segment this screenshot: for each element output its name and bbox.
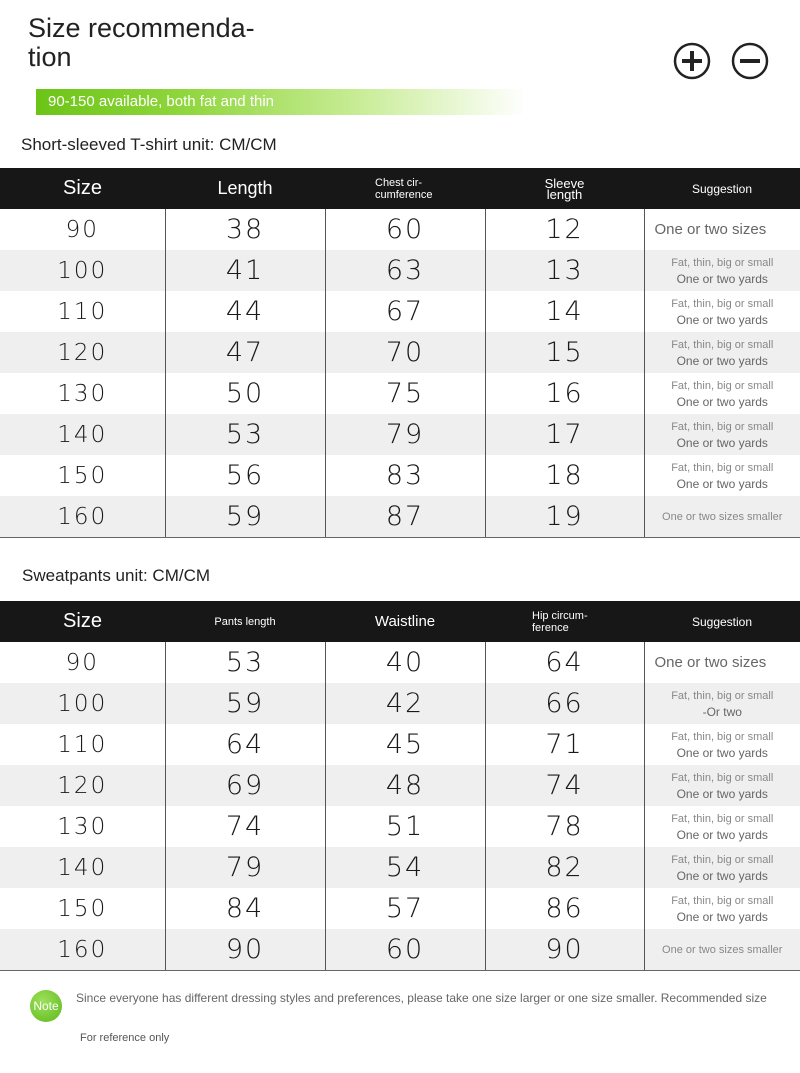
table-header-row [0, 601, 800, 642]
value-cell: 64 [165, 724, 325, 765]
suggestion-line-1: Fat, thin, big or small [671, 689, 774, 702]
page-title [28, 14, 278, 72]
suggestion-cell [644, 373, 800, 414]
value-cell: 56 [165, 455, 325, 496]
value-cell: 44 [165, 291, 325, 332]
value-cell: 82 [485, 847, 644, 888]
suggestion-cell [644, 642, 800, 683]
value-cell: 60 [325, 209, 485, 250]
suggestion-line-1: Fat, thin, big or small [671, 812, 774, 825]
suggestion-line-1: Fat, thin, big or small [671, 338, 774, 351]
value-cell: 17 [485, 414, 644, 455]
value-cell: 74 [485, 765, 644, 806]
suggestion-line-2: One or two yards [676, 868, 768, 883]
note-icon: Note [30, 990, 62, 1022]
column-header-hip-line-2: ference [532, 621, 569, 634]
value-cell: 86 [485, 888, 644, 929]
value-cell: 53 [165, 414, 325, 455]
suggestion-cell [644, 806, 800, 847]
value-cell: 38 [165, 209, 325, 250]
plus-circle-icon [673, 42, 711, 80]
size-cell: 140 [0, 414, 165, 455]
value-cell: 79 [325, 414, 485, 455]
zoom-out-button[interactable] [731, 42, 769, 80]
table-row [0, 414, 800, 455]
suggestion-line-1: Fat, thin, big or small [671, 297, 774, 310]
value-cell: 16 [485, 373, 644, 414]
pants-size-table [0, 601, 800, 971]
value-cell: 79 [165, 847, 325, 888]
suggestion-line-1: Fat, thin, big or small [671, 894, 774, 907]
value-cell: 18 [485, 455, 644, 496]
value-cell: 66 [485, 683, 644, 724]
suggestion-line-1: One or two sizes [654, 654, 767, 671]
suggestion-line-2: -Or two [702, 704, 742, 719]
pants-section-title: Sweatpants unit: CM/CM [22, 566, 211, 585]
column-header-sleeve [485, 168, 644, 209]
suggestion-line-1: One or two sizes smaller [662, 510, 783, 523]
column-header-suggestion: Suggestion [644, 601, 800, 642]
suggestion-line-1: Fat, thin, big or small [671, 730, 774, 743]
suggestion-line-1: One or two sizes [654, 221, 767, 238]
size-cell: 150 [0, 455, 165, 496]
suggestion-line-2: One or two yards [676, 271, 768, 286]
table-row [0, 847, 800, 888]
value-cell: 83 [325, 455, 485, 496]
suggestion-cell [644, 209, 800, 250]
column-header-sleeve-line-1: Sleeve [544, 175, 585, 191]
value-cell: 41 [165, 250, 325, 291]
suggestion-line-2: One or two yards [676, 476, 768, 491]
table-row [0, 455, 800, 496]
column-header-size: Size [0, 168, 165, 209]
column-header-hip-line-1: Hip circum- [532, 609, 588, 622]
range-badge [36, 89, 526, 115]
value-cell: 59 [165, 683, 325, 724]
value-cell: 70 [325, 332, 485, 373]
column-header-sleeve-line-2: length [546, 186, 583, 202]
suggestion-line-1: Fat, thin, big or small [671, 420, 774, 433]
value-cell: 50 [165, 373, 325, 414]
value-cell: 84 [165, 888, 325, 929]
table-row [0, 724, 800, 765]
value-cell: 48 [325, 765, 485, 806]
value-cell: 63 [325, 250, 485, 291]
range-badge-text: 90-150 available, both fat and thin [48, 93, 275, 110]
suggestion-line-1: One or two sizes smaller [662, 943, 783, 956]
value-cell: 47 [165, 332, 325, 373]
column-header-chest-line-1: Chest cir- [375, 176, 423, 189]
suggestion-cell [644, 724, 800, 765]
value-cell: 71 [485, 724, 644, 765]
suggestion-cell [644, 291, 800, 332]
table-row [0, 291, 800, 332]
size-cell: 100 [0, 250, 165, 291]
suggestion-line-2: One or two yards [676, 827, 768, 842]
value-cell: 59 [165, 496, 325, 538]
value-cell: 87 [325, 496, 485, 538]
tshirt-section-title: Short-sleeved T-shirt unit: CM/CM [21, 135, 277, 154]
column-header-waistline: Waistline [325, 601, 485, 642]
table-row [0, 332, 800, 373]
value-cell: 40 [325, 642, 485, 683]
suggestion-cell [644, 496, 800, 538]
column-header-chest [325, 168, 485, 209]
value-cell: 12 [485, 209, 644, 250]
minus-circle-icon [731, 42, 769, 80]
suggestion-line-2: One or two yards [676, 745, 768, 760]
note-text: Since everyone has different dressing styles and preferences, please take one size larger or one size smaller. Recommended size [76, 991, 767, 1005]
suggestion-line-2: One or two yards [676, 909, 768, 924]
page-title-line-1: Size recommenda- [28, 13, 255, 43]
column-header-length: Length [165, 168, 325, 209]
value-cell: 67 [325, 291, 485, 332]
size-cell: 110 [0, 724, 165, 765]
size-cell: 120 [0, 765, 165, 806]
value-cell: 57 [325, 888, 485, 929]
column-header-chest-line-2: cumference [375, 188, 433, 201]
value-cell: 45 [325, 724, 485, 765]
size-cell: 90 [0, 209, 165, 250]
value-cell: 75 [325, 373, 485, 414]
table-row [0, 496, 800, 538]
page-title-line-2: tion [28, 42, 72, 72]
size-cell: 130 [0, 806, 165, 847]
value-cell: 90 [165, 929, 325, 971]
suggestion-line-2: One or two yards [676, 312, 768, 327]
column-header-hip [485, 601, 644, 642]
suggestion-line-2: One or two yards [676, 786, 768, 801]
value-cell: 60 [325, 929, 485, 971]
size-cell: 110 [0, 291, 165, 332]
suggestion-line-1: Fat, thin, big or small [671, 771, 774, 784]
value-cell: 42 [325, 683, 485, 724]
table-row [0, 683, 800, 724]
value-cell: 64 [485, 642, 644, 683]
column-header-suggestion: Suggestion [644, 168, 800, 209]
value-cell: 14 [485, 291, 644, 332]
suggestion-cell [644, 250, 800, 291]
column-header-size: Size [0, 601, 165, 642]
suggestion-line-1: Fat, thin, big or small [671, 461, 774, 474]
suggestion-line-2: One or two yards [676, 394, 768, 409]
tshirt-size-table [0, 168, 800, 538]
table-row [0, 642, 800, 683]
suggestion-line-2: One or two yards [676, 435, 768, 450]
table-row [0, 888, 800, 929]
size-cell: 100 [0, 683, 165, 724]
suggestion-cell [644, 455, 800, 496]
value-cell: 15 [485, 332, 644, 373]
table-row [0, 373, 800, 414]
size-cell: 130 [0, 373, 165, 414]
table-header-row [0, 168, 800, 209]
table-row [0, 806, 800, 847]
value-cell: 19 [485, 496, 644, 538]
suggestion-cell [644, 929, 800, 971]
suggestion-cell [644, 332, 800, 373]
size-cell: 160 [0, 929, 165, 971]
size-cell: 90 [0, 642, 165, 683]
suggestion-line-2: One or two yards [676, 353, 768, 368]
value-cell: 78 [485, 806, 644, 847]
value-cell: 69 [165, 765, 325, 806]
size-cell: 150 [0, 888, 165, 929]
table-row [0, 250, 800, 291]
value-cell: 51 [325, 806, 485, 847]
suggestion-cell [644, 847, 800, 888]
value-cell: 90 [485, 929, 644, 971]
table-row [0, 765, 800, 806]
reference-text: For reference only [80, 1032, 170, 1044]
size-cell: 140 [0, 847, 165, 888]
value-cell: 74 [165, 806, 325, 847]
value-cell: 53 [165, 642, 325, 683]
value-cell: 54 [325, 847, 485, 888]
suggestion-line-1: Fat, thin, big or small [671, 853, 774, 866]
table-row [0, 209, 800, 250]
table-row [0, 929, 800, 971]
column-header-pants-length: Pants length [165, 601, 325, 642]
suggestion-cell [644, 683, 800, 724]
zoom-in-button[interactable] [673, 42, 711, 80]
size-cell: 160 [0, 496, 165, 538]
suggestion-cell [644, 414, 800, 455]
suggestion-line-1: Fat, thin, big or small [671, 256, 774, 269]
suggestion-cell [644, 765, 800, 806]
suggestion-line-1: Fat, thin, big or small [671, 379, 774, 392]
size-cell: 120 [0, 332, 165, 373]
value-cell: 13 [485, 250, 644, 291]
suggestion-cell [644, 888, 800, 929]
